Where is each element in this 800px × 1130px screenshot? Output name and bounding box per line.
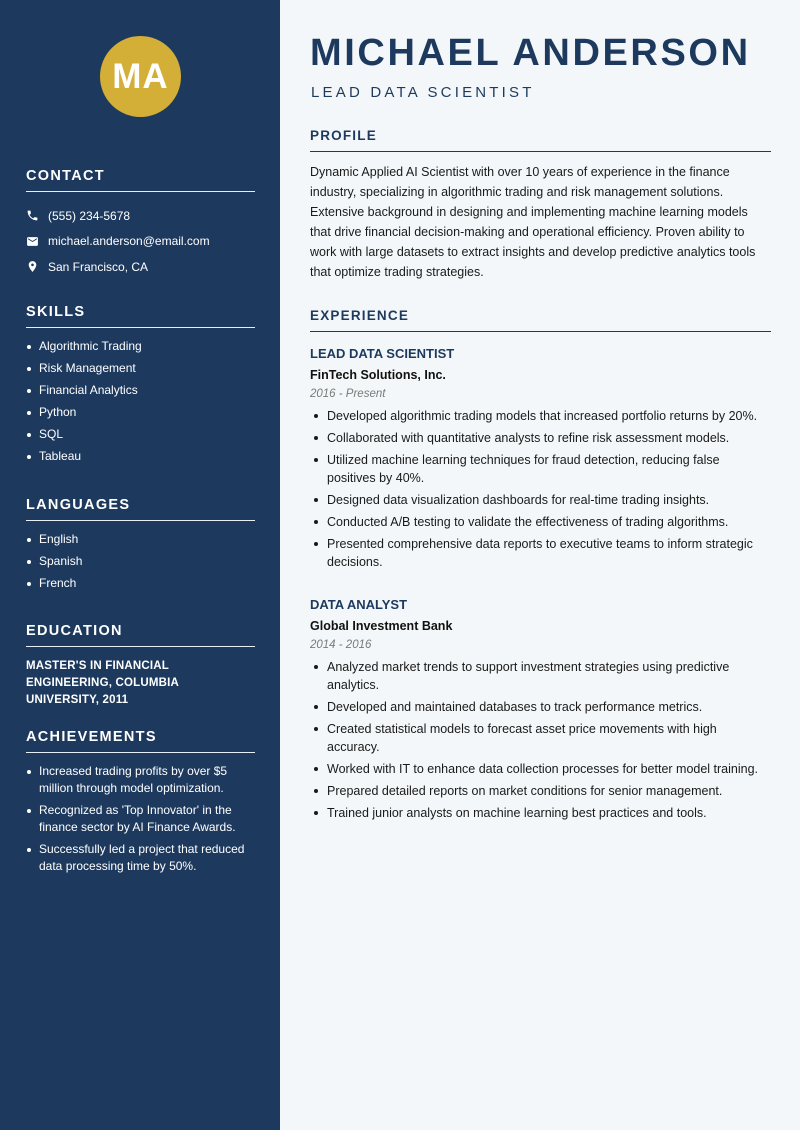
languages-heading: LANGUAGES bbox=[26, 497, 255, 521]
job-title: DATA ANALYST bbox=[310, 597, 408, 612]
phone-icon bbox=[26, 209, 39, 222]
duties-list bbox=[310, 407, 771, 571]
profile-heading: PROFILE bbox=[310, 128, 771, 152]
achievements-section bbox=[26, 729, 255, 880]
list-item: Risk Management bbox=[26, 360, 255, 377]
email-icon bbox=[26, 235, 39, 248]
contact-heading: CONTACT bbox=[26, 168, 255, 192]
skills-heading: SKILLS bbox=[26, 304, 255, 328]
profile-section bbox=[310, 128, 771, 282]
skills-section bbox=[26, 304, 255, 470]
sidebar bbox=[0, 0, 280, 1130]
contact-section bbox=[26, 168, 255, 280]
candidate-name: MICHAEL ANDERSON bbox=[310, 32, 751, 74]
company-name: Global Investment Bank bbox=[310, 619, 453, 633]
location-text: San Francisco, CA bbox=[48, 259, 149, 274]
list-item: Designed data visualization dashboards for real-time trading insights. bbox=[310, 491, 771, 509]
list-item: Increased trading profits by over $5 million through model optimization. bbox=[26, 763, 255, 797]
list-item: French bbox=[26, 575, 255, 592]
list-item: Presented comprehensive data reports to executive teams to inform strategic decisions. bbox=[310, 535, 771, 571]
list-item: Utilized machine learning techniques for fraud detection, reducing false positives by 40%. bbox=[310, 451, 771, 487]
languages-list bbox=[26, 531, 255, 592]
list-item: Financial Analytics bbox=[26, 382, 255, 399]
list-item: Developed algorithmic trading models that increased portfolio returns by 20%. bbox=[310, 407, 771, 425]
job-entry-1 bbox=[310, 346, 771, 575]
list-item: Collaborated with quantitative analysts to refine risk assessment models. bbox=[310, 429, 771, 447]
avatar: MA bbox=[100, 36, 181, 117]
contact-email bbox=[26, 229, 255, 255]
list-item: Analyzed market trends to support investment strategies using predictive analytics. bbox=[310, 658, 771, 694]
profile-text: Dynamic Applied AI Scientist with over 10 years of experience in the finance industry, specializing in algorithmic trading and risk management solutions. Extensive background in designing and implementing machine learning models that drive financial decision-making and operational efficiency. Proven ability to work with large datasets to extract insights and develop predictive analytics tools that optimize trading strategies. bbox=[310, 165, 756, 279]
list-item: Algorithmic Trading bbox=[26, 338, 255, 355]
list-item: Conducted A/B testing to validate the effectiveness of trading algorithms. bbox=[310, 513, 771, 531]
education-degree: MASTER'S IN FINANCIAL ENGINEERING, COLUMBIA UNIVERSITY, 2011 bbox=[26, 660, 179, 706]
education-section bbox=[26, 623, 255, 709]
list-item: Trained junior analysts on machine learning best practices and tools. bbox=[310, 804, 771, 822]
contact-list bbox=[26, 203, 255, 280]
list-item: SQL bbox=[26, 426, 255, 443]
location-pin-icon bbox=[26, 260, 39, 273]
list-item: Python bbox=[26, 404, 255, 421]
skills-list bbox=[26, 338, 255, 465]
email-text[interactable]: michael.anderson@email.com bbox=[48, 234, 210, 249]
list-item: Tableau bbox=[26, 448, 255, 465]
contact-location bbox=[26, 254, 255, 280]
job-dates: 2014 - 2016 bbox=[310, 639, 372, 651]
list-item: Created statistical models to forecast asset price movements with high accuracy. bbox=[310, 720, 771, 756]
achievements-heading: ACHIEVEMENTS bbox=[26, 729, 255, 753]
list-item: Spanish bbox=[26, 553, 255, 570]
languages-section bbox=[26, 497, 255, 597]
list-item: Successfully led a project that reduced data processing time by 50%. bbox=[26, 841, 255, 875]
company-name: FinTech Solutions, Inc. bbox=[310, 368, 446, 382]
education-heading: EDUCATION bbox=[26, 623, 255, 647]
experience-heading: EXPERIENCE bbox=[310, 308, 771, 332]
job-dates: 2016 - Present bbox=[310, 388, 386, 400]
duties-list bbox=[310, 658, 771, 822]
list-item: Recognized as 'Top Innovator' in the finance sector by AI Finance Awards. bbox=[26, 802, 255, 836]
list-item: Worked with IT to enhance data collection processes for better model training. bbox=[310, 760, 771, 778]
job-entry-2 bbox=[310, 597, 771, 826]
phone-text[interactable]: (555) 234-5678 bbox=[48, 208, 131, 223]
list-item: English bbox=[26, 531, 255, 548]
experience-section bbox=[310, 308, 771, 332]
contact-phone bbox=[26, 203, 255, 229]
list-item: Prepared detailed reports on market conditions for senior management. bbox=[310, 782, 771, 800]
job-title: LEAD DATA SCIENTIST bbox=[310, 346, 455, 361]
job-title-header: LEAD DATA SCIENTIST bbox=[311, 84, 535, 101]
achievements-list bbox=[26, 763, 255, 875]
list-item: Developed and maintained databases to track performance metrics. bbox=[310, 698, 771, 716]
